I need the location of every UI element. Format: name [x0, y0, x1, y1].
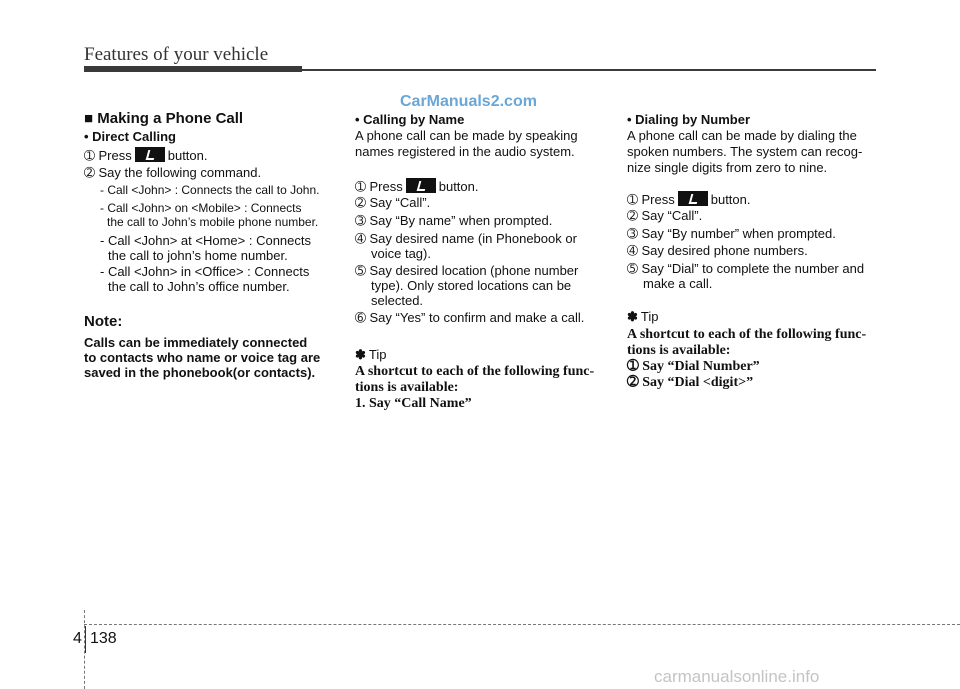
header-rule-thin [300, 69, 876, 71]
step-5-line-2: make a call. [643, 276, 713, 291]
tip-line-1: A shortcut to each of the following func- [627, 327, 867, 342]
step-1-prefix: ➀ Press [84, 148, 132, 163]
footer-watermark: carmanualsonline.info [654, 667, 820, 686]
subheading-dialing-by-number: • Dialing by Number [627, 112, 751, 127]
section-heading: ■ Making a Phone Call [84, 110, 244, 127]
tip-line-3: ➀ Say “Dial Number” [627, 359, 760, 374]
command-2-line-2: the call to John’s mobile phone number. [107, 215, 319, 229]
asterisk-icon: ✽ [355, 347, 366, 362]
step-4: ➃ Say desired phone numbers. [627, 243, 808, 258]
step-1-prefix: ➀ Press [627, 192, 675, 207]
step-1 [627, 191, 751, 208]
intro-line-2: names registered in the audio system. [355, 144, 575, 159]
step-1-suffix: button. [438, 179, 479, 194]
note-line-3: saved in the phonebook(or contacts). [84, 365, 316, 380]
step-2: ➁ Say “Call”. [355, 195, 431, 210]
subheading-direct-calling: • Direct Calling [84, 129, 176, 144]
tip-heading [355, 347, 386, 363]
header-rule-thick [84, 66, 302, 72]
step-1-prefix: ➀ Press [355, 179, 403, 194]
tip-label: Tip [368, 347, 387, 362]
step-2: ➁ Say “Call”. [627, 208, 703, 223]
intro-line-3: nize single digits from zero to nine. [627, 160, 828, 175]
step-5-line-3: selected. [371, 293, 424, 308]
command-2-line-1: - Call <John> on <Mobile> : Connects [100, 201, 302, 215]
step-3: ➂ Say “By name” when prompted. [355, 213, 553, 228]
tip-line-3: 1. Say “Call Name” [355, 396, 472, 411]
page-header-title: Features of your vehicle [84, 44, 269, 65]
asterisk-icon: ✽ [627, 309, 638, 324]
tip-line-2: tions is available: [627, 343, 731, 358]
step-4-line-2: voice tag). [371, 246, 431, 261]
footer-separator [85, 626, 86, 653]
tip-label: Tip [640, 309, 659, 324]
watermark: CarManuals2.com [400, 93, 537, 110]
intro-line-2: spoken numbers. The system can recog- [627, 144, 863, 159]
footer-rule [84, 624, 960, 626]
step-5-line-2: type). Only stored locations can be [371, 278, 572, 293]
tip-line-2: tions is available: [355, 380, 459, 395]
step-1-suffix: button. [710, 192, 751, 207]
command-4-line-2: the call to John’s office number. [108, 279, 290, 294]
talk-button-icon [135, 147, 165, 162]
tip-heading [627, 309, 658, 325]
note-line-2: to contacts who name or voice tag are [84, 350, 321, 365]
step-1 [84, 147, 208, 164]
talk-button-icon [406, 178, 436, 193]
note-title: Note: [84, 313, 123, 330]
note-line-1: Calls can be immediately connected [84, 335, 308, 350]
step-6: ➅ Say “Yes” to confirm and make a call. [355, 310, 585, 325]
command-1: - Call <John> : Connects the call to John. [100, 183, 320, 197]
step-2: ➁ Say the following command. [84, 165, 262, 180]
command-3-line-1: - Call <John> at <Home> : Connects [100, 233, 312, 248]
tip-line-4: ➁ Say “Dial <digit>” [627, 375, 754, 390]
command-4-line-1: - Call <John> in <Office> : Connects [100, 264, 310, 279]
talk-button-icon [678, 191, 708, 206]
step-1 [355, 178, 479, 195]
step-1-suffix: button. [167, 148, 208, 163]
step-4-line-1: ➃ Say desired name (in Phonebook or [355, 231, 577, 246]
step-5-line-1: ➄ Say desired location (phone number [355, 263, 579, 278]
page-number: 138 [90, 630, 117, 647]
intro-line-1: A phone call can be made by dialing the [627, 128, 857, 143]
step-5-line-1: ➄ Say “Dial” to complete the number and [627, 261, 865, 276]
intro-line-1: A phone call can be made by speaking [355, 128, 578, 143]
tip-line-1: A shortcut to each of the following func- [355, 364, 595, 379]
chapter-number: 4 [73, 630, 82, 647]
command-3-line-2: the call to john’s home number. [108, 248, 288, 263]
subheading-calling-by-name: • Calling by Name [355, 112, 465, 127]
step-3: ➂ Say “By number” when prompted. [627, 226, 836, 241]
